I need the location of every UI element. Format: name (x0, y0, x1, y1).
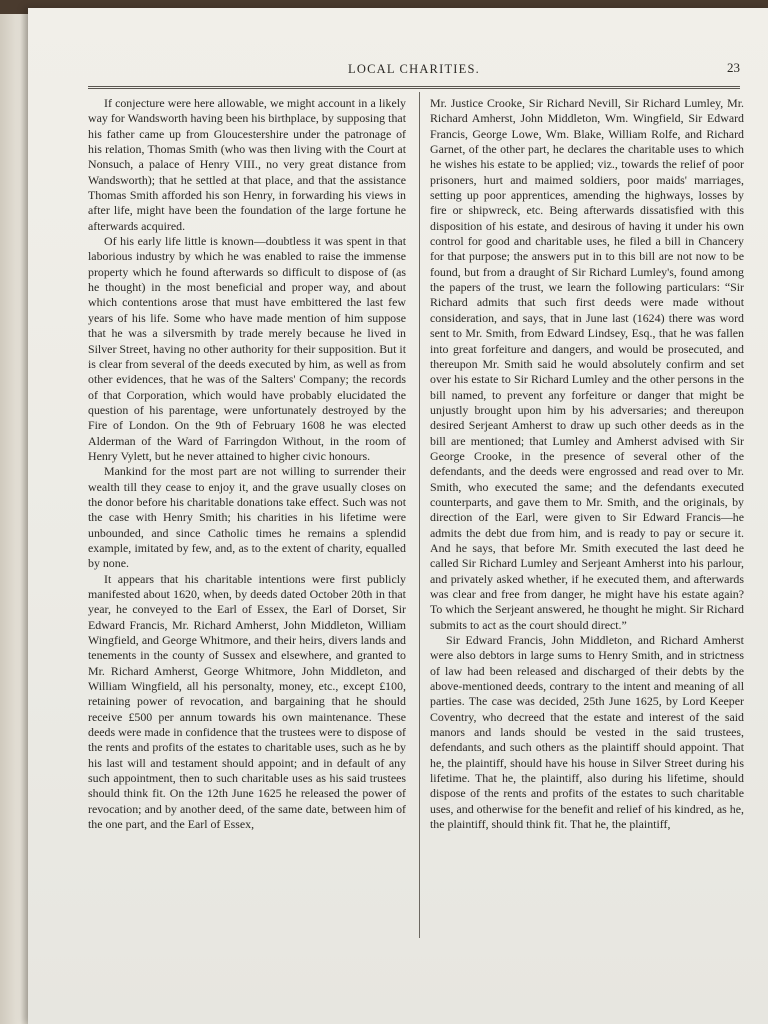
paragraph: Mankind for the most part are not willing to surrender their wealth till they cease to enjoy it, and the grave usually closes on the donor before his charitable donations take effect. Such was not the case with Henry Smith; his charities in his lifetime were unbounded, and since Catholic times he remains a splendid example, imitated by few, and, as to the extent of charity, equalled by none. (88, 464, 406, 571)
text-columns (88, 96, 748, 946)
right-column (430, 96, 744, 946)
running-title: LOCAL CHARITIES. (348, 62, 480, 76)
paragraph: Mr. Justice Crooke, Sir Richard Nevill, Sir Richard Lumley, Mr. Richard Amherst, John Middleton, Wm. Wingfield, Sir Edward Francis, George Lowe, Wm. Blake, William Rolfe, and Richard Garnet, of the other part, he declares the charitable uses to which he wishes his estate to be applied; viz., towards the relief of poor prisoners, hurt and maimed soldiers, poor maids' marriages, setting up poor apprentices, amending the highways, losses by fire or shipwreck, etc. Being afterwards dissatisfied with this disposition of his estate, and desirous of having it under his own control for good and charitable uses, he filed a bill in Chancery for that purpose; the answers put in to this bill are not now to be found, but from a draught of Sir Richard Lumley's, found among the papers of the trust, we learn the following particulars: “Sir Richard admits that such first deeds were made without consideration, and says, that in June last (1624) there was word sent to Mr. Smith, from Edward Lindsey, Esq., that he was fallen into great forfeiture and dangers, and would be prosecuted, and thereupon Mr. Smith said he would absolutely confirm and set over his estate to Sir Richard Lumley and the other persons in the bill named, to prevent any forfeiture or danger that might be unjustly brought upon him by his adversaries; and thereupon desired Serjeant Amherst to draw up such other deeds as in the bill are mentioned; that Lumley and Amherst advised with Sir George Crooke, in the presence of several other of the defendants, and the deeds were engrossed and read over to Mr. Smith, who executed the same; and the defendants executed counterparts, and gave them to Mr. Smith, and the originals, by direction of the Earl, were given to Sir Edward Francis—he admits the debt due from him, and is ready to pay or secure it. And he says, that before Mr. Smith executed the last deed he called Sir Richard Lumley and Serjeant Amherst into his parlour, and privately asked whether, if he executed them, and afterwards was clear and free from danger, he might have his estate again? To which the Serjeant answered, he thought he might. Sir Richard submits to act as the court should direct.” (430, 96, 744, 632)
paragraph: It appears that his charitable intentions were first publicly manifested about 1620, when, by deeds dated October 20th in that year, he conveyed to the Earl of Essex, the Earl of Dorset, Sir Edward Francis, Mr. Richard Amherst, John Middleton, William Wingfield, and George Whitmore, and their heirs, divers lands and tenements in the county of Sussex and elsewhere, and granted to Mr. Richard Amherst, George Whitmore, John Middleton, and William Wingfield, all his personalty, money, etc., except £100, retaining power of revocation, and bargaining that he should receive £500 per annum towards his own maintenance. These deeds were made in confidence that the trustees were to dispose of the rents and profits of the estates to charitable uses, such as he by his last will and testament should appoint; and in default of any such appointment, then to such charitable uses as his said trustees should think fit. On the 12th June 1625 he released the power of revocation; and by another deed, of the same date, between him of the one part, and the Earl of Essex, (88, 571, 406, 832)
left-column (88, 96, 406, 946)
header-rule (88, 86, 740, 89)
page-number: 23 (727, 60, 740, 75)
paragraph: Sir Edward Francis, John Middleton, and Richard Amherst were also debtors in large sums to Henry Smith, and in strictness of law had been released and discharged of their debts by the above-mentioned deeds, contrary to the intent and meaning of all parties. The case was decided, 25th June 1625, by Lord Keeper Coventry, who decreed that the estate and interest of the said manors and lands should be vested in the said trustees, defendants, and such others as the plaintiff should appoint. That he, the plaintiff, should have his house in Silver Street during his lifetime. That he, the plaintiff, also during his lifetime, should dispose of the rents and profits of the estates to such charitable uses, and otherwise for the benefit and relief of his kindred, as he, the plaintiff, should think fit. That he, the plaintiff, (430, 633, 744, 832)
column-divider (419, 92, 420, 938)
paragraph: If conjecture were here allowable, we might account in a likely way for Wandsworth having been his birthplace, by supposing that his father came up from Gloucestershire under the patronage of his relation, Thomas Smith (who was then living with the Court at Nonsuch, a palace of Henry VIII., no very great distance from Wandsworth); that he settled at that place, and that the assistance Thomas Smith afforded his son Henry, in forwarding his views in after life, might have been the foundation of the large fortune he afterwards acquired. (88, 96, 406, 233)
paragraph: Of his early life little is known—doubtless it was spent in that laborious industry by which he was enabled to raise the immense property which he found afterwards so difficult to dispose of (as he thought) in the most beneficial and proper way, and about which contentions arose that must have embittered the last few years of his life. Some who have made mention of him suppose that he was a silversmith by trade merely because he lived in Silver Street, having no other authority for their supposition. But it is clear from several of the deeds executed by him, as well as from other evidences, that he was of the Salters' Company; the records of that Corporation, which would have probably elucidated the question of his parentage, were unfortunately destroyed by the Fire of London. On the 9th of February 1608 he was elected Alderman of the Ward of Farringdon Without, in the room of Henry Vylett, but he never attained to higher civic honours. (88, 234, 406, 463)
page-header (88, 62, 740, 86)
